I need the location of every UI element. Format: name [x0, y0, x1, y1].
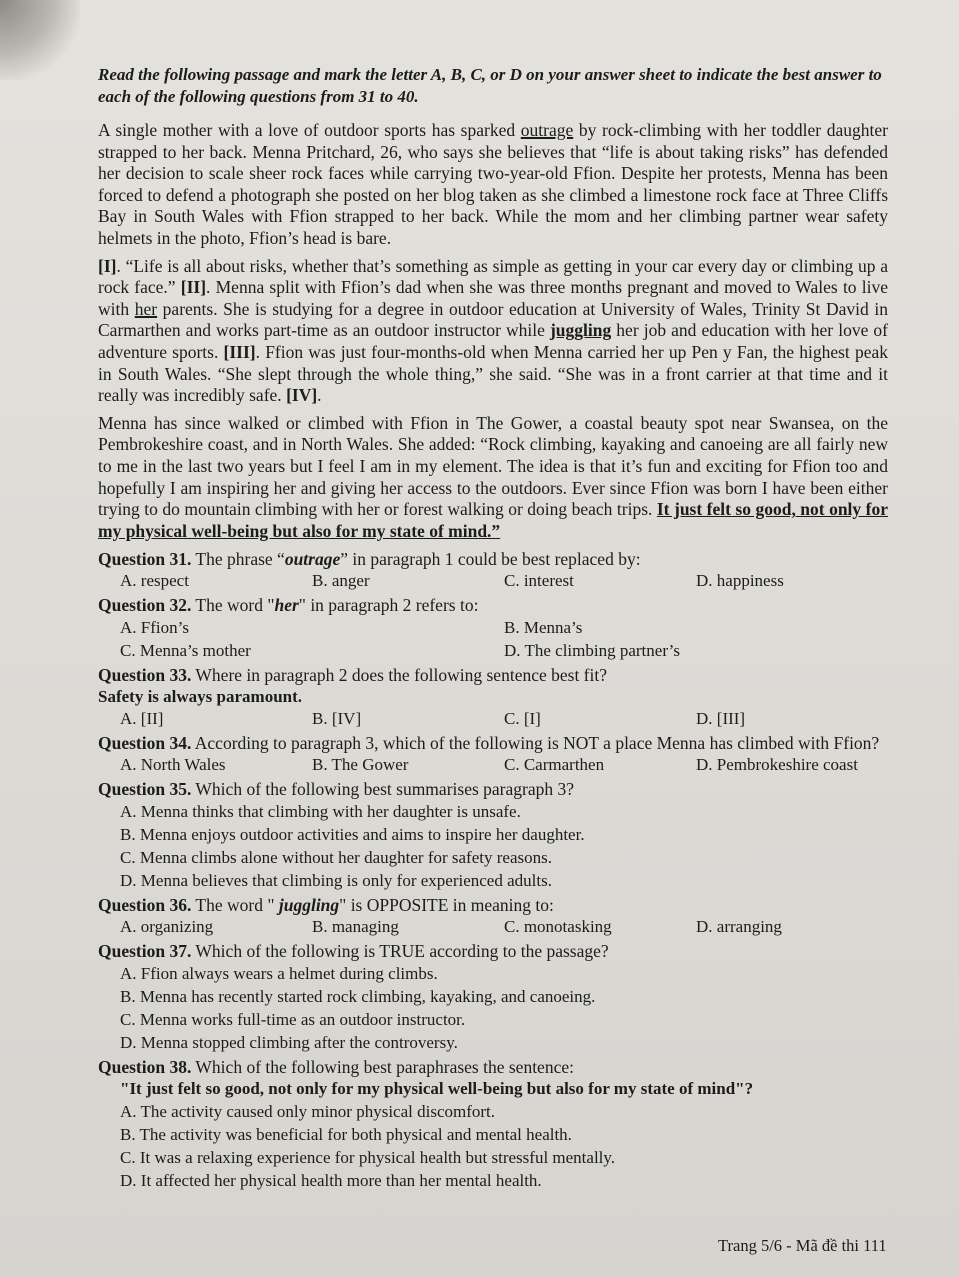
marker-2: [II]	[180, 277, 207, 298]
question-36-options	[98, 916, 888, 938]
option-d[interactable]: D. [III]	[696, 709, 746, 729]
page-footer: Trang 5/6 - Mã đề thi 111	[718, 1236, 887, 1255]
page-corner-shadow	[0, 0, 80, 80]
marker-3: [III]	[223, 341, 256, 362]
question-35: Question 35. Which of the following best summarises paragraph 3?	[98, 779, 574, 800]
question-31: Question 31. The phrase “outrage” in paragraph 1 could be best replaced by:	[98, 549, 641, 570]
option-c[interactable]: C. Carmarthen	[504, 755, 605, 775]
question-34: Question 34. According to paragraph 3, which of the following is NOT a place Menna has climbed with Ffion?	[98, 733, 880, 754]
option-b[interactable]: B. Menna has recently started rock climbing, kayaking, and canoeing.	[120, 987, 596, 1007]
question-32-options-row-1	[98, 616, 888, 639]
option-d[interactable]: D. The climbing partner’s	[504, 641, 680, 661]
instruction: Read the following passage and mark the letter A, B, C, or D on your answer sheet to indicate the best answer to each of the following questions from 31 to 40.	[98, 65, 882, 106]
passage-paragraph-1: A single mother with a love of outdoor sports has sparked outrage by rock-climbing with her toddler daughter strapped to her back. Menna Pritchard, 26, who says she believes that “life is about taking risks” has defended her decision to scale sheer rock faces while carrying two-year-old Ffion. Despite her protests, Menna has been forced to defend a photograph she posted on her blog taken as she climbed a limestone rock face at Three Cliffs Bay in South Wales with Ffion strapped to her back. While the mom and her climbing partner wear safety helmets in the photo, Ffion’s head is bare.	[98, 120, 888, 248]
question-33-sentence: Safety is always paramount.	[98, 687, 303, 707]
option-c[interactable]: C. Menna climbs alone without her daughter for safety reasons.	[120, 848, 552, 868]
juggling-word: juggling	[549, 320, 612, 341]
option-c[interactable]: C. It was a relaxing experience for physical health but stressful mentally.	[120, 1148, 616, 1168]
option-b[interactable]: B. The activity was beneficial for both physical and mental health.	[120, 1125, 572, 1145]
question-31-options	[98, 570, 888, 592]
option-a[interactable]: A. Menna thinks that climbing with her daughter is unsafe.	[120, 802, 521, 822]
question-37: Question 37. Which of the following is TRUE according to the passage?	[98, 941, 609, 962]
marker-1: [I]	[98, 255, 117, 276]
question-36: Question 36. The word " juggling" is OPPOSITE in meaning to:	[98, 895, 554, 916]
passage-paragraph-2: [I]. “Life is all about risks, whether that’s something as simple as getting in your car every day or climbing up a rock face.” [II]. Menna split with Ffion’s dad when she was three months pregnant and moved to Wales to live with her parents. She is studying for a degree in outdoor education at University of Wales, Trinity St David in Carmarthen and works part-time as an outdoor instructor while juggling her job and education with her love of adventure sports. [III]. Ffion was just four-months-old when Menna carried her up Pen y Fan, the highest peak in South Wales. “She slept through the whole thing,” she said. “She was in a front carrier at that time and it really was incredibly safe. [IV].	[98, 255, 888, 406]
option-c[interactable]: C. interest	[504, 571, 574, 591]
option-b[interactable]: B. Menna enjoys outdoor activities and aims to inspire her daughter.	[120, 825, 585, 845]
page-content	[98, 64, 888, 1192]
option-d[interactable]: D. happiness	[696, 571, 784, 591]
passage-paragraph-3: Menna has since walked or climbed with Ffion in The Gower, a coastal beauty spot near Swansea, on the Pembrokeshire coast, and in North Wales. She added: “Rock climbing, kayaking and canoeing are all fairly new to me in the last two years but I feel I am in my element. The idea is that it’s fun and exciting for Ffion too and hopefully I am inspiring her and giving her access to the outdoors. Ever since Ffion was born I have been either trying to do mountain climbing with her or forest walking or doing beach trips. It just felt so good, not only for my physical well-being but also for my state of mind.”	[98, 412, 888, 541]
option-a[interactable]: A. Ffion always wears a helmet during climbs.	[120, 964, 438, 984]
question-38: Question 38. Which of the following best paraphrases the sentence:	[98, 1057, 574, 1078]
option-d[interactable]: D. Pembrokeshire coast	[696, 755, 858, 775]
question-33: Question 33. Where in paragraph 2 does the following sentence best fit?	[98, 665, 608, 686]
underlined-sentence: It just felt so good, not only for my physical well-being but also for my state of mind.”	[98, 499, 888, 541]
question-32: Question 32. The word "her" in paragraph 2 refers to:	[98, 595, 479, 616]
option-b[interactable]: B. [IV]	[312, 709, 362, 729]
her-word: her	[134, 298, 158, 319]
option-d[interactable]: D. Menna believes that climbing is only for experienced adults.	[120, 871, 552, 891]
option-d[interactable]: D. arranging	[696, 917, 782, 937]
option-a[interactable]: A. respect	[120, 571, 189, 591]
option-c[interactable]: C. Menna’s mother	[120, 641, 251, 661]
option-a[interactable]: A. North Wales	[120, 755, 226, 775]
option-d[interactable]: D. It affected her physical health more than her mental health.	[120, 1171, 542, 1191]
option-b[interactable]: B. managing	[312, 917, 399, 937]
question-34-options	[98, 754, 888, 776]
option-a[interactable]: A. Ffion’s	[120, 618, 189, 638]
question-33-options	[98, 708, 888, 730]
option-b[interactable]: B. anger	[312, 571, 370, 591]
option-a[interactable]: A. organizing	[120, 917, 214, 937]
option-c[interactable]: C. Menna works full-time as an outdoor instructor.	[120, 1010, 466, 1030]
option-b[interactable]: B. Menna’s	[504, 618, 583, 638]
option-a[interactable]: A. The activity caused only minor physical discomfort.	[120, 1102, 496, 1122]
option-c[interactable]: C. [I]	[504, 709, 541, 729]
option-a[interactable]: A. [II]	[120, 709, 164, 729]
question-38-quote: "It just felt so good, not only for my physical well-being but also for my state of mind"?	[120, 1079, 754, 1099]
outrage-word: outrage	[520, 120, 574, 140]
question-32-options-row-2	[98, 639, 888, 662]
option-d[interactable]: D. Menna stopped climbing after the controversy.	[120, 1033, 458, 1053]
marker-4: [IV]	[286, 385, 318, 406]
option-b[interactable]: B. The Gower	[312, 755, 409, 775]
option-c[interactable]: C. monotasking	[504, 917, 612, 937]
